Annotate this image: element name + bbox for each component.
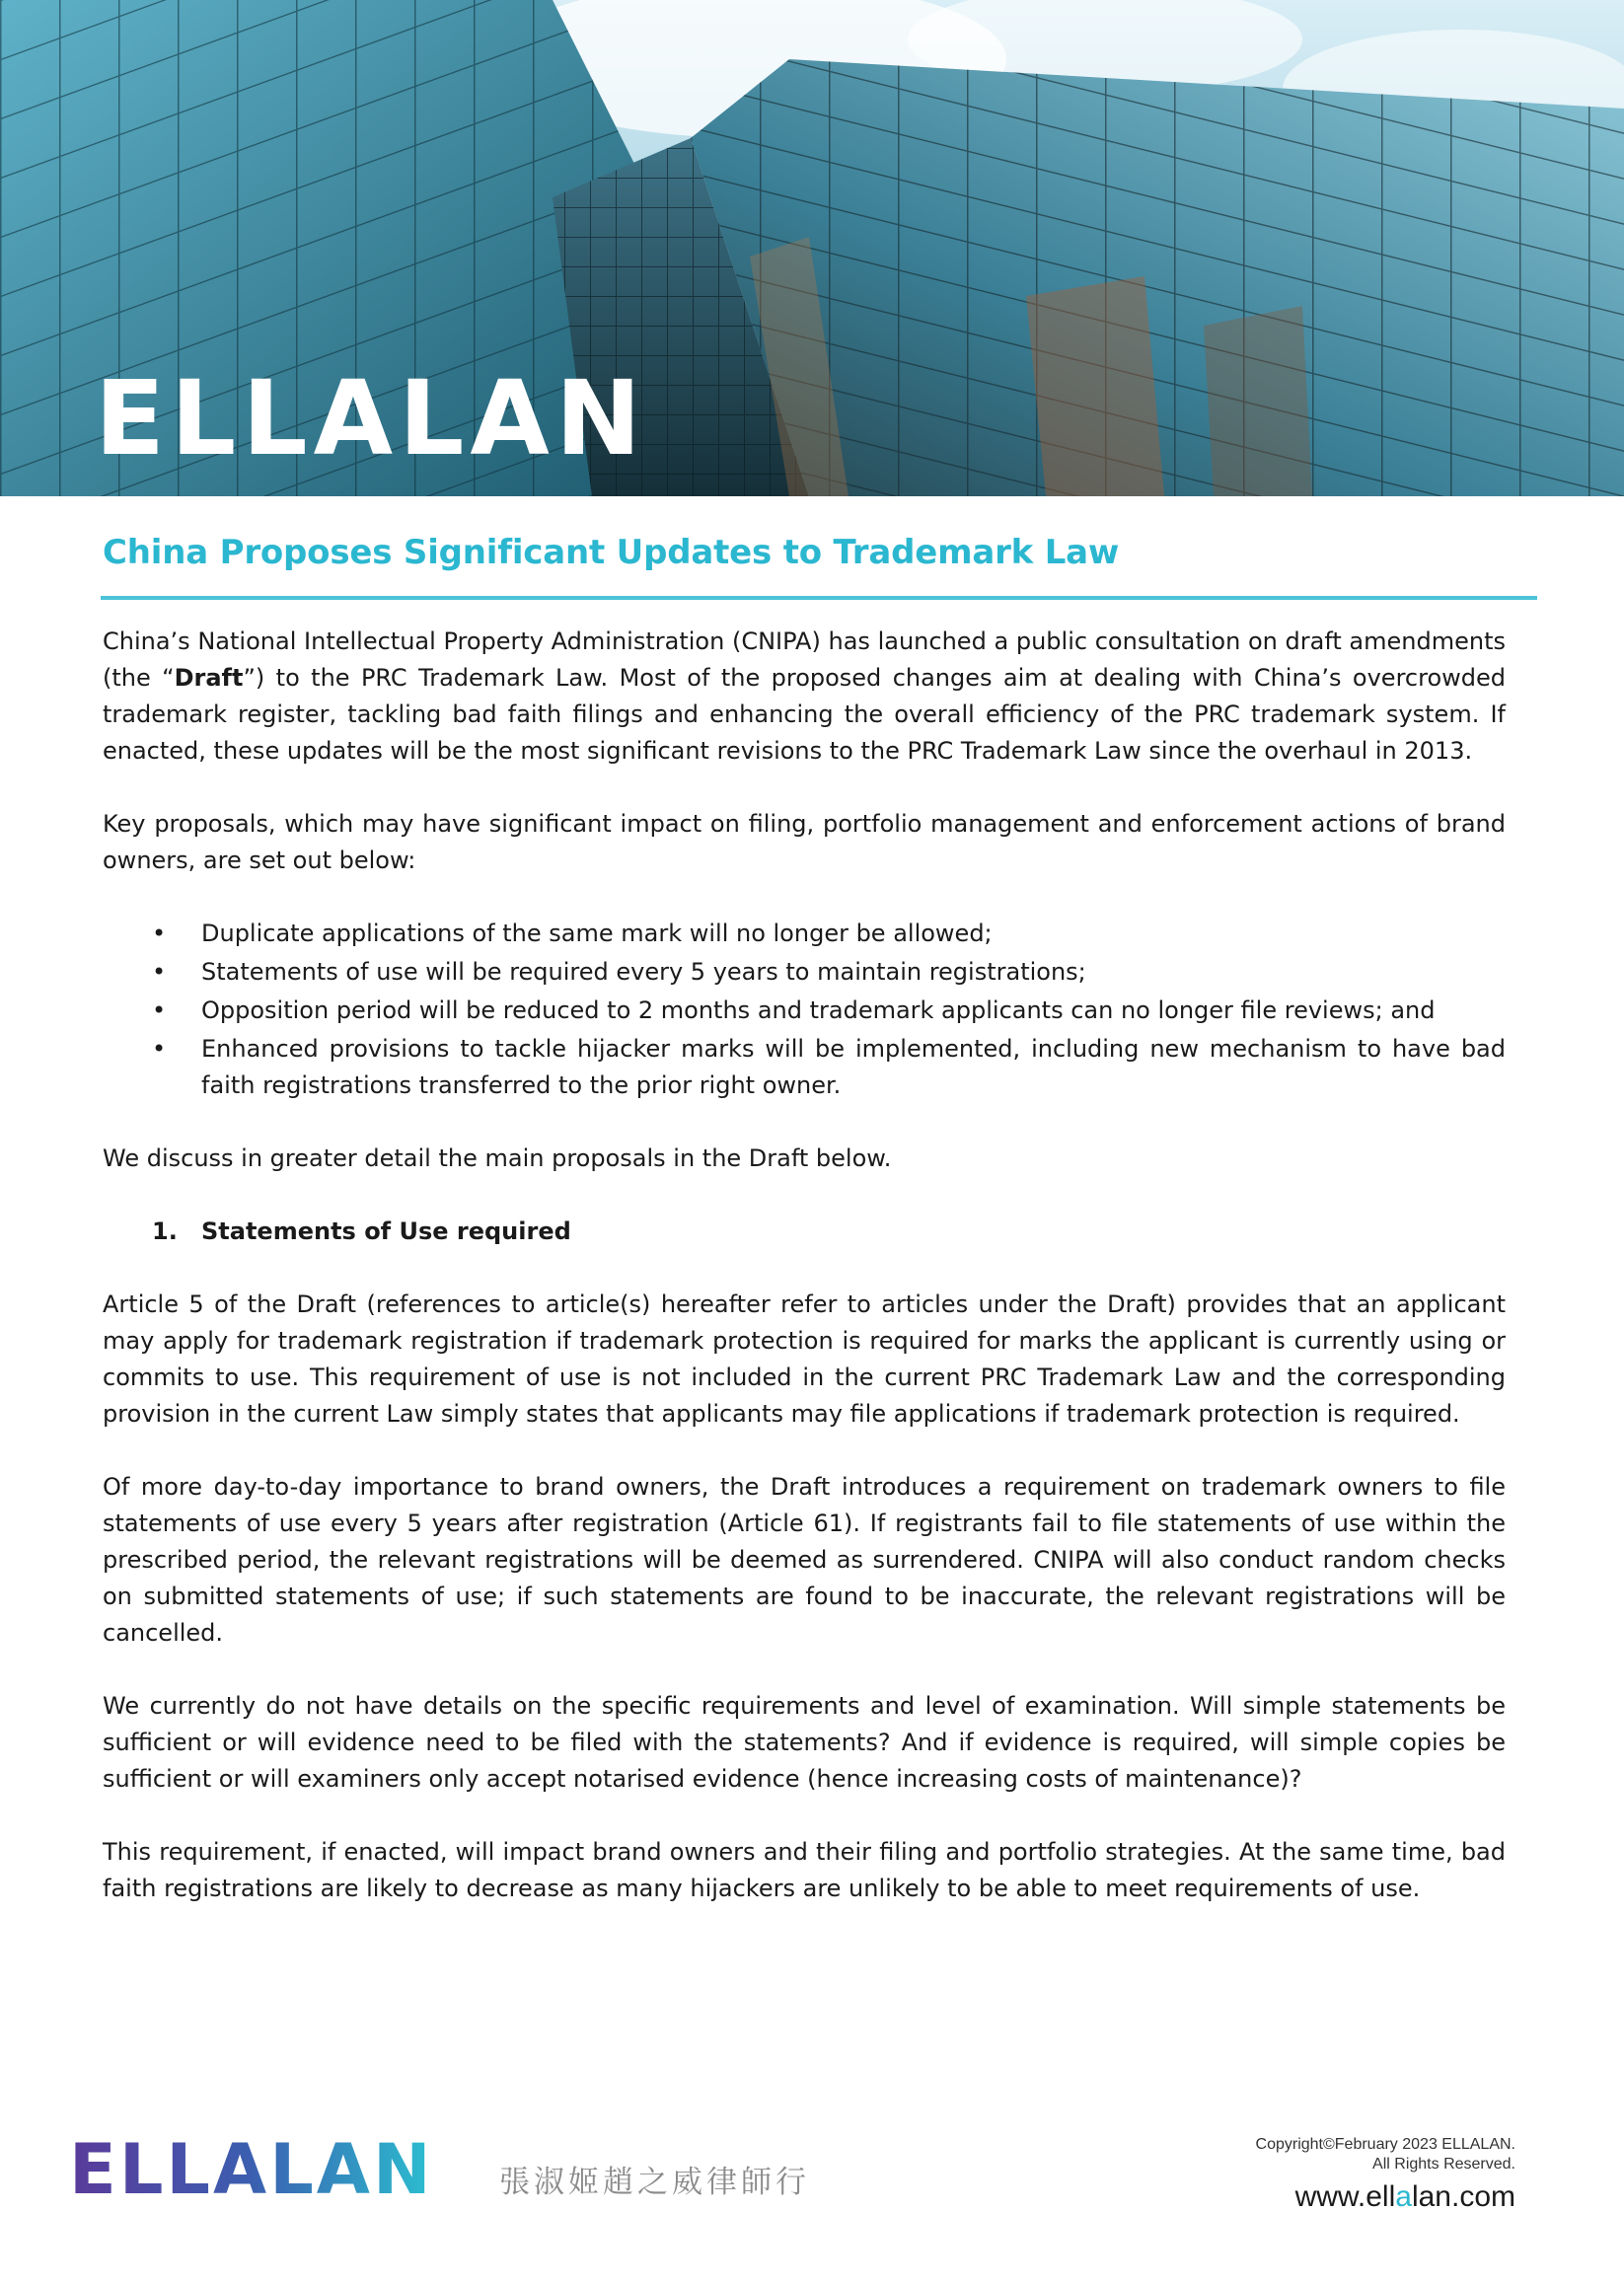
section-heading <box>103 1214 1506 1250</box>
list-item <box>103 1031 1506 1104</box>
bullet-icon: • <box>152 1035 167 1063</box>
list-item <box>103 916 1506 952</box>
section-paragraph: This requirement, if enacted, will impact brand owners and their filing and portfolio strategies. At the same time, bad faith registrations are likely to decrease as many hijackers are unlikely to be able to meet requirements of use. <box>103 1838 1506 1902</box>
section-title: Statements of Use required <box>201 1217 571 1245</box>
footer-logo: ELLALAN <box>69 2129 434 2210</box>
intro-text-start: China’s National Intellectual Property Administration (CNIPA) has launched a public consultation on draft amendments (the “ <box>103 627 1506 692</box>
website-link[interactable] <box>1256 2180 1515 2214</box>
section-number: 1. <box>152 1217 178 1245</box>
section-paragraph: We currently do not have details on the specific requirements and level of examination. Will simple statements be sufficient or will evidence need to be filed with the statements? And if evidence is required, will simple copies be sufficient or will examiners only accept notarised evidence (hence increasing costs of maintenance)? <box>103 1692 1506 1793</box>
page-title: China Proposes Significant Updates to Trademark Law <box>103 533 1120 572</box>
list-item <box>103 954 1506 991</box>
copyright-line-1: Copyright©February 2023 ELLALAN. <box>1255 2136 1515 2153</box>
website-prefix: www.ell <box>1294 2180 1396 2213</box>
intro-paragraph <box>103 624 1506 770</box>
draft-term: Draft <box>174 664 244 692</box>
list-item-text: Duplicate applications of the same mark will no longer be allowed; <box>201 920 993 947</box>
footer-info <box>1256 2135 1515 2214</box>
bullet-icon: • <box>152 958 167 986</box>
discussion-intro: We discuss in greater detail the main proposals in the Draft below. <box>103 1144 892 1172</box>
section-paragraph: Article 5 of the Draft (references to article(s) hereafter refer to articles under the Draft) provides that an applicant may apply for trademark registration if trademark protection is required for marks the applicant is currently using or commits to use. This requirement of use is not included in the current PRC Trademark Law and the corresponding provision in the current Law simply states that applicants may file applications if trademark protection is required. <box>103 1290 1506 1428</box>
proposals-list <box>103 916 1506 1104</box>
list-item <box>103 993 1506 1029</box>
website-suffix: lan.com <box>1411 2180 1515 2213</box>
list-item-text: Statements of use will be required every 5 years to maintain registrations; <box>201 958 1086 986</box>
hero-logo: ELLALAN <box>95 358 647 479</box>
title-divider <box>101 596 1537 600</box>
section-paragraph: Of more day-to-day importance to brand owners, the Draft introduces a requirement on trademark owners to file statements of use every 5 years after registration (Article 61). If registrants fail to file statements of use within the prescribed period, the relevant registrations will be deemed as surrendered. CNIPA will also conduct random checks on submitted statements of use; if such statements are found to be inaccurate, the relevant registrations will be cancelled. <box>103 1473 1506 1647</box>
intro-text-end: ”) to the PRC Trademark Law. Most of the proposed changes aim at dealing with China’s overcrowded trademark register, tackling bad faith filings and enhancing the overall efficiency of the PRC trademark system. If enacted, these updates will be the most significant revisions to the PRC Trademark Law since the overhaul in 2013. <box>103 664 1506 765</box>
article-body <box>103 624 1506 1944</box>
list-item-text: Enhanced provisions to tackle hijacker marks will be implemented, including new mechanism to have bad faith registrations transferred to the prior right owner. <box>201 1035 1506 1099</box>
bullet-icon: • <box>152 996 167 1024</box>
hero-banner <box>0 0 1624 496</box>
bullet-icon: • <box>152 920 167 947</box>
footer-chinese-name: 張淑姬趙之威律師行 <box>499 2165 810 2200</box>
key-proposals-intro: Key proposals, which may have significant impact on filing, portfolio management and enforcement actions of brand owners, are set out below: <box>103 810 1506 874</box>
copyright-line-2: All Rights Reserved. <box>1372 2156 1515 2173</box>
list-item-text: Opposition period will be reduced to 2 months and trademark applicants can no longer file reviews; and <box>201 996 1436 1024</box>
website-accent: a <box>1395 2180 1412 2213</box>
